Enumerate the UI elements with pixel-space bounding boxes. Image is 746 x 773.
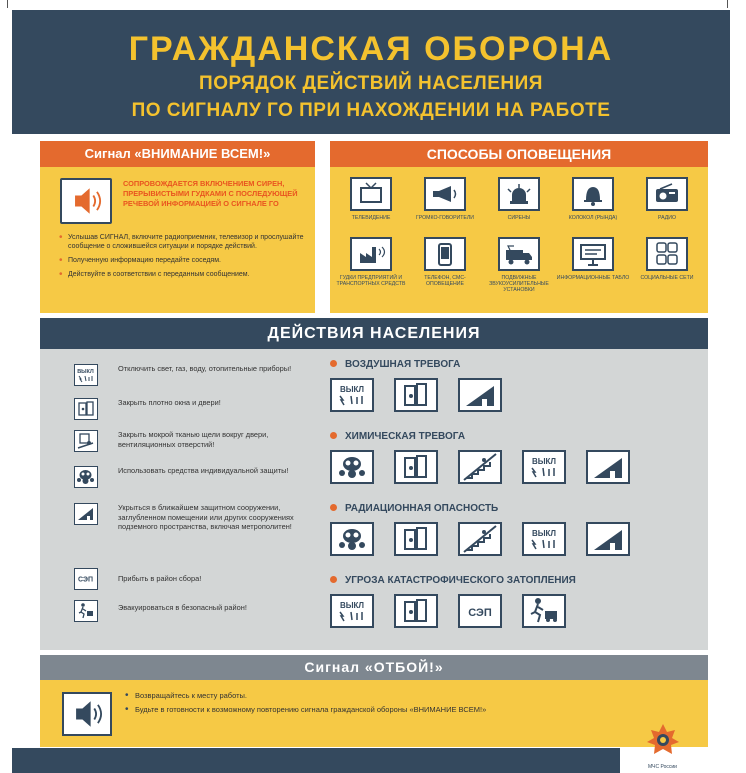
shelter-icon	[74, 503, 98, 525]
action-text: Укрыться в ближайшем защитном сооружении, заглубленном помещении или других сооружениях подземного пространства, включая метрополитен!	[118, 503, 294, 531]
list-item: • Возвращайтесь к месту работы.	[135, 691, 535, 701]
section-icons	[330, 522, 700, 558]
evacuate-icon	[74, 600, 98, 622]
sep-icon	[74, 568, 98, 590]
list-item: • Действуйте в соответствии с переданным сообщением.	[68, 270, 312, 279]
emchs-emblem-icon	[643, 722, 683, 758]
gas-mask-icon	[74, 466, 98, 488]
siren-icon	[498, 177, 540, 211]
method-bell	[556, 177, 630, 221]
method-social-networks	[630, 237, 704, 281]
section-title-text: ВОЗДУШНАЯ ТРЕВОГА	[345, 359, 461, 370]
section-icons	[330, 594, 700, 630]
section-title	[330, 430, 700, 444]
speaker-icon	[62, 692, 112, 736]
close-doors-icon	[394, 378, 438, 412]
loudspeaker-icon	[424, 177, 466, 211]
poster-subtitle-2: ПО СИГНАЛУ ГО ПРИ НАХОЖДЕНИИ НА РАБОТЕ	[131, 100, 611, 121]
sep-label: СЭП	[468, 607, 492, 619]
shelter-icon	[586, 522, 630, 556]
method-phone-sms	[408, 237, 482, 287]
action-text: Эвакуироваться в безопасный район!	[118, 603, 247, 612]
method-radio	[630, 177, 704, 221]
section-flood-threat	[330, 574, 700, 630]
method-loudspeakers	[408, 177, 482, 221]
emblem-label: МЧС России	[648, 764, 677, 770]
method-label: ТЕЛЕФОН, СМС-ОПОВЕЩЕНИЕ	[424, 275, 466, 287]
factory-icon	[350, 237, 392, 271]
close-doors-icon	[394, 594, 438, 628]
method-label: ПОДВИЖНЫЕ ЗВУКОУСИЛИТЕЛЬНЫЕ УСТАНОВКИ	[489, 275, 549, 293]
tv-icon	[350, 177, 392, 211]
method-label: СИРЕНЫ	[507, 215, 531, 221]
signal-attention-bullets	[68, 233, 312, 284]
poster-header	[12, 10, 730, 134]
action-text: Отключить свет, газ, воду, отопительные приборы!	[118, 364, 292, 373]
section-title	[330, 574, 700, 588]
method-tv	[334, 177, 408, 221]
footer-bar	[12, 748, 620, 773]
gas-mask-icon	[330, 522, 374, 556]
action-text: Использовать средства индивидуальной защиты!	[118, 466, 289, 475]
close-doors-icon	[74, 398, 98, 420]
notification-methods-title: СПОСОБЫ ОПОВЕЩЕНИЯ	[330, 141, 708, 167]
signal-all-clear-panel	[40, 655, 708, 747]
bullet-dot	[330, 432, 337, 439]
no-basement-icon	[458, 522, 502, 556]
signal-attention-description: СОПРОВОЖДАЕТСЯ ВКЛЮЧЕНИЕМ СИРЕН, ПРЕРЫВИСТЫМИ ГУДКАМИ С ПОСЛЕДУЮЩЕЙ РЕЧЕВОЙ ИНФОРМАЦИЕЙ О СИГНАЛЕ ГО	[123, 179, 298, 208]
switch-off-icon	[330, 378, 374, 412]
truck-icon	[498, 237, 540, 271]
emchs-emblem	[635, 722, 690, 770]
population-actions-panel	[40, 318, 708, 650]
section-title	[330, 502, 700, 516]
off-label: ВЫКЛ	[339, 385, 365, 394]
method-factory-horns	[334, 237, 408, 287]
off-label: ВЫКЛ	[339, 601, 365, 610]
close-doors-icon	[394, 450, 438, 484]
evacuate-icon	[522, 594, 566, 628]
method-label: ГУДКИ ПРЕДПРИЯТИЙ И ТРАНСПОРТНЫХ СРЕДСТВ	[336, 275, 406, 287]
poster-subtitle-1: ПОРЯДОК ДЕЙСТВИЙ НАСЕЛЕНИЯ	[199, 73, 543, 94]
method-label: КОЛОКОЛ (РЫНДА)	[568, 215, 618, 221]
action-text: Прибыть в район сбора!	[118, 574, 202, 583]
bell-icon	[572, 177, 614, 211]
social-icon	[646, 237, 688, 271]
action-text: Закрыть мокрой тканью щели вокруг двери, вентиляционных отверстий!	[118, 430, 269, 449]
no-basement-icon	[458, 450, 502, 484]
signal-all-clear-bullets	[135, 691, 535, 719]
bullet-dot	[330, 576, 337, 583]
radio-icon	[646, 177, 688, 211]
signal-attention-panel	[40, 141, 315, 313]
method-label: ИНФОРМАЦИОННЫЕ ТАБЛО	[556, 275, 630, 281]
shelter-icon	[458, 378, 502, 412]
list-item: • Полученную информацию передайте соседям.	[68, 256, 312, 265]
switch-off-icon	[330, 594, 374, 628]
sep-icon	[458, 594, 502, 628]
section-chemical-alarm	[330, 430, 700, 486]
notification-methods-panel	[330, 141, 708, 313]
population-actions-title: ДЕЙСТВИЯ НАСЕЛЕНИЯ	[40, 318, 708, 349]
switch-off-icon	[522, 522, 566, 556]
method-mobile-units	[482, 237, 556, 293]
seal-gaps-icon	[74, 430, 98, 452]
section-radiation-danger	[330, 502, 700, 558]
gas-mask-icon	[330, 450, 374, 484]
crop-mark	[7, 0, 8, 8]
method-sirens	[482, 177, 556, 221]
method-label: ГРОМКО-ГОВОРИТЕЛИ	[415, 215, 475, 221]
section-title-text: ХИМИЧЕСКАЯ ТРЕВОГА	[345, 431, 466, 442]
sep-label: СЭП	[78, 576, 93, 584]
list-item: • Услышав СИГНАЛ, включите радиоприемник, телевизор и прослушайте сообщение о сложившейся ситуации и порядке действий.	[68, 233, 312, 251]
speaker-icon	[60, 178, 112, 224]
method-info-boards	[556, 237, 630, 281]
signal-all-clear-title: Сигнал «ОТБОЙ!»	[40, 655, 708, 680]
signal-attention-title: Сигнал «ВНИМАНИЕ ВСЕМ!»	[40, 141, 315, 167]
off-label: ВЫКЛ	[531, 529, 557, 538]
section-icons	[330, 450, 700, 486]
section-title	[330, 358, 700, 372]
bullet-dot	[330, 504, 337, 511]
action-text: Закрыть плотно окна и двери!	[118, 398, 221, 407]
off-label: ВЫКЛ	[77, 369, 94, 375]
switch-off-icon	[522, 450, 566, 484]
billboard-icon	[572, 237, 614, 271]
section-title-text: УГРОЗА КАТАСТРОФИЧЕСКОГО ЗАТОПЛЕНИЯ	[345, 575, 576, 586]
off-label: ВЫКЛ	[531, 457, 557, 466]
phone-icon	[424, 237, 466, 271]
list-item: • Будьте в готовности к возможному повторению сигнала гражданской обороны «ВНИМАНИЕ ВСЕМ!»	[135, 705, 535, 715]
method-label: СОЦИАЛЬНЫЕ СЕТИ	[640, 275, 694, 281]
section-title-text: РАДИАЦИОННАЯ ОПАСНОСТЬ	[345, 503, 499, 514]
crop-mark	[727, 0, 728, 8]
section-air-raid	[330, 358, 700, 414]
poster-title: ГРАЖДАНСКАЯ ОБОРОНА	[128, 30, 614, 68]
switch-off-icon	[74, 364, 98, 386]
section-icons	[330, 378, 700, 414]
bullet-dot	[330, 360, 337, 367]
close-doors-icon	[394, 522, 438, 556]
method-label: ТЕЛЕВИДЕНИЕ	[351, 215, 391, 221]
shelter-icon	[586, 450, 630, 484]
method-label: РАДИО	[657, 215, 677, 221]
